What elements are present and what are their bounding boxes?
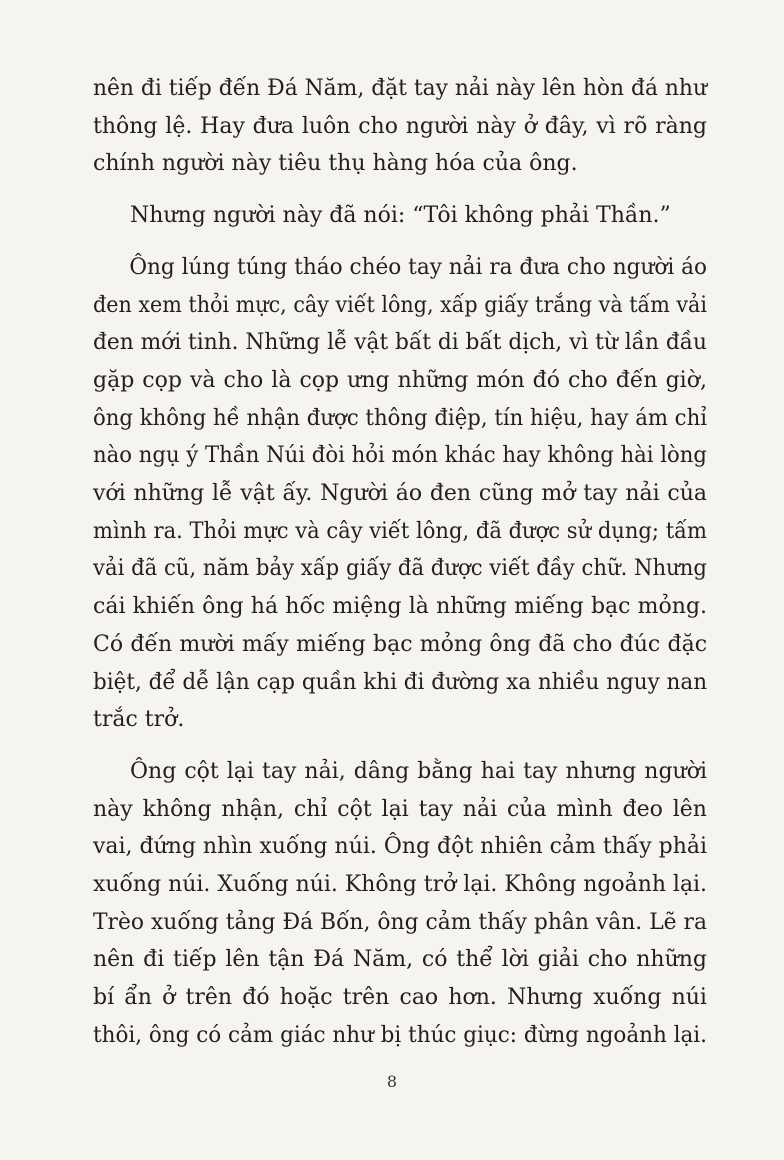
text-line: chính người này tiêu thụ hàng hóa của ông. [93, 151, 578, 177]
paragraph-3 [93, 249, 707, 739]
text-line: nên đi tiếp lên tận Đá Năm, có thể lời giải cho những [93, 947, 708, 973]
paragraph-2 [93, 197, 707, 235]
text-line: đen xem thỏi mực, cây viết lông, xấp giấy trắng và tấm vải [93, 292, 707, 318]
text-line: Ông lúng túng tháo chéo tay nải ra đưa cho người áo [129, 254, 708, 280]
text-line: Nhưng người này đã nói: “Tôi không phải Thần.” [130, 203, 671, 229]
text-line: cái khiến ông há hốc miệng là những miếng bạc mỏng. [93, 594, 708, 620]
text-line: gặp cọp và cho là cọp ưng những món đó cho đến giờ, [93, 367, 707, 393]
body-text [93, 70, 707, 1055]
text-line: thôi, ông có cảm giác như bị thúc giục: đừng ngoảnh lại. [93, 1022, 708, 1048]
text-line: trắc trở. [93, 707, 185, 733]
text-line: nên đi tiếp đến Đá Năm, đặt tay nải này lên hòn đá như [93, 76, 707, 101]
text-line: đen mới tinh. Những lễ vật bất di bất dịch, vì từ lần đầu [93, 330, 707, 356]
paragraph-1 [93, 70, 707, 183]
text-line: vai, đứng nhìn xuống núi. Ông đột nhiên cảm thấy phải [93, 834, 707, 860]
text-line: biệt, để dễ lận cạp quần khi đi đường xa nhiều nguy nan [93, 669, 708, 695]
text-line: Có đến mười mấy miếng bạc mỏng ông đã cho đúc đặc [93, 631, 708, 657]
text-line: nào ngụ ý Thần Núi đòi hỏi món khác hay không hài lòng [93, 443, 707, 469]
text-line: thông lệ. Hay đưa luôn cho người này ở đây, vì rõ ràng [93, 113, 707, 139]
page-number: 8 [386, 1072, 398, 1091]
text-line: mình ra. Thỏi mực và cây viết lông, đã được sử dụng; tấm [93, 518, 708, 544]
text-line: xuống núi. Xuống núi. Không trở lại. Không ngoảnh lại. [93, 872, 708, 898]
text-line: vải đã cũ, năm bảy xấp giấy đã được viết đầy chữ. Nhưng [93, 556, 707, 582]
paragraph-4 [93, 753, 707, 1055]
text-line: bí ẩn ở trên đó hoặc trên cao hơn. Nhưng xuống núi [93, 985, 707, 1011]
text-line: với những lễ vật ấy. Người áo đen cũng mở tay nải của [93, 481, 708, 507]
text-line: ông không hề nhận được thông điệp, tín hiệu, hay ám chỉ [93, 405, 708, 431]
text-line: này không nhận, chỉ cột lại tay nải của mình đeo lên [93, 796, 707, 822]
text-line: Trèo xuống tảng Đá Bốn, ông cảm thấy phân vân. Lẽ ra [93, 909, 708, 935]
text-line: Ông cột lại tay nải, dâng bằng hai tay nhưng người [130, 758, 707, 784]
